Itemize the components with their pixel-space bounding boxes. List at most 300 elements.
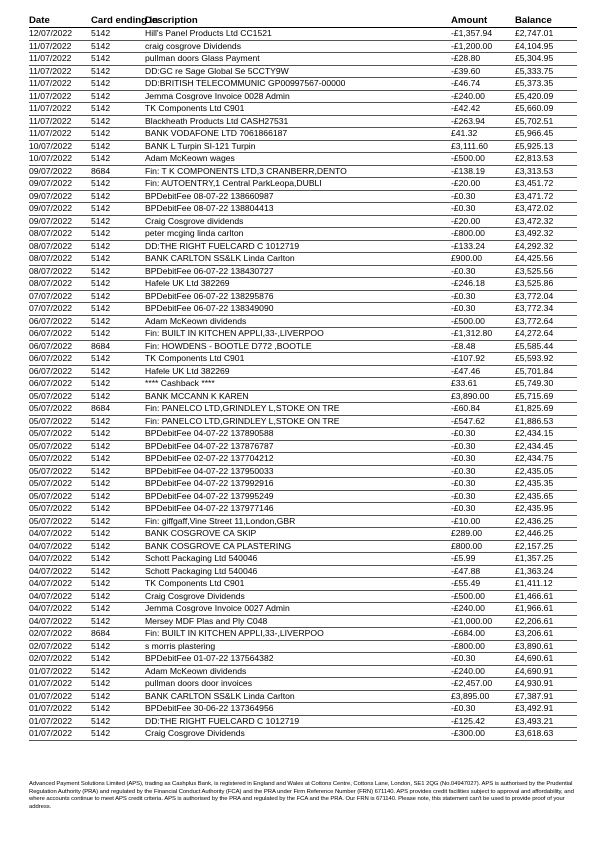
cell-card: 5142 <box>91 278 145 291</box>
cell-balance: £3,525.86 <box>515 278 577 291</box>
cell-amount: £900.00 <box>451 253 515 266</box>
cell-description: BPDebitFee 04-07-22 137890588 <box>145 428 451 441</box>
cell-description: BANK VODAFONE LTD 7061866187 <box>145 128 451 141</box>
table-row <box>29 678 577 691</box>
cell-balance: £2,435.65 <box>515 490 577 503</box>
cell-amount: -£547.62 <box>451 415 515 428</box>
cell-date: 01/07/2022 <box>29 728 91 741</box>
cell-description: TK Components Ltd C901 <box>145 353 451 366</box>
cell-date: 06/07/2022 <box>29 365 91 378</box>
cell-card: 5142 <box>91 728 145 741</box>
table-row <box>29 128 577 141</box>
cell-date: 05/07/2022 <box>29 478 91 491</box>
table-row <box>29 78 577 91</box>
cell-amount: £3,895.00 <box>451 690 515 703</box>
cell-amount: -£47.88 <box>451 565 515 578</box>
cell-amount: -£46.74 <box>451 78 515 91</box>
cell-amount: -£500.00 <box>451 153 515 166</box>
cell-date: 04/07/2022 <box>29 615 91 628</box>
header-card: Card ending in <box>91 15 159 26</box>
table-row <box>29 315 577 328</box>
cell-balance: £3,618.63 <box>515 728 577 741</box>
cell-card: 5142 <box>91 453 145 466</box>
cell-description: Hafele UK Ltd 382269 <box>145 278 451 291</box>
table-row <box>29 40 577 53</box>
cell-balance: £4,104.95 <box>515 40 577 53</box>
table-row <box>29 640 577 653</box>
cell-card: 5142 <box>91 653 145 666</box>
cell-date: 04/07/2022 <box>29 528 91 541</box>
cell-description: Fin: BUILT IN KITCHEN APPLI,33-,LIVERPOO <box>145 328 451 341</box>
cell-description: Schott Packaging Ltd 540046 <box>145 565 451 578</box>
cell-balance: £4,292.32 <box>515 240 577 253</box>
cell-date: 08/07/2022 <box>29 240 91 253</box>
table-row <box>29 553 577 566</box>
cell-amount: -£10.00 <box>451 515 515 528</box>
cell-description: pullman doors Glass Payment <box>145 53 451 66</box>
cell-date: 05/07/2022 <box>29 453 91 466</box>
cell-card: 5142 <box>91 428 145 441</box>
table-row <box>29 353 577 366</box>
cell-balance: £5,702.51 <box>515 115 577 128</box>
cell-card: 5142 <box>91 303 145 316</box>
table-row <box>29 115 577 128</box>
cell-amount: -£55.49 <box>451 578 515 591</box>
cell-card: 5142 <box>91 578 145 591</box>
cell-description: BANK COSGROVE CA SKIP <box>145 528 451 541</box>
cell-balance: £5,373.35 <box>515 78 577 91</box>
cell-date: 05/07/2022 <box>29 415 91 428</box>
cell-balance: £5,660.09 <box>515 103 577 116</box>
cell-card: 8684 <box>91 340 145 353</box>
cell-date: 04/07/2022 <box>29 603 91 616</box>
cell-amount: -£125.42 <box>451 715 515 728</box>
cell-description: Craig Cosgrove dividends <box>145 215 451 228</box>
cell-balance: £5,333.75 <box>515 65 577 78</box>
cell-amount: -£20.00 <box>451 178 515 191</box>
cell-date: 04/07/2022 <box>29 553 91 566</box>
cell-amount: -£107.92 <box>451 353 515 366</box>
cell-balance: £2,206.61 <box>515 615 577 628</box>
cell-amount: -£0.30 <box>451 190 515 203</box>
cell-date: 11/07/2022 <box>29 78 91 91</box>
cell-description: BPDebitFee 30-06-22 137364956 <box>145 703 451 716</box>
cell-amount: -£240.00 <box>451 90 515 103</box>
cell-balance: £3,472.32 <box>515 215 577 228</box>
cell-card: 5142 <box>91 40 145 53</box>
cell-amount: -£263.94 <box>451 115 515 128</box>
cell-balance: £2,813.53 <box>515 153 577 166</box>
cell-date: 05/07/2022 <box>29 440 91 453</box>
table-row <box>29 578 577 591</box>
cell-balance: £2,435.35 <box>515 478 577 491</box>
cell-balance: £3,890.61 <box>515 640 577 653</box>
cell-balance: £4,425.56 <box>515 253 577 266</box>
cell-date: 06/07/2022 <box>29 328 91 341</box>
cell-card: 5142 <box>91 103 145 116</box>
cell-description: Hill's Panel Products Ltd CC1521 <box>145 28 451 41</box>
table-row <box>29 165 577 178</box>
cell-description: BPDebitFee 01-07-22 137564382 <box>145 653 451 666</box>
cell-amount: -£8.48 <box>451 340 515 353</box>
cell-balance: £1,357.25 <box>515 553 577 566</box>
cell-date: 11/07/2022 <box>29 103 91 116</box>
cell-amount: -£0.30 <box>451 303 515 316</box>
table-row <box>29 228 577 241</box>
table-row <box>29 90 577 103</box>
cell-balance: £4,690.91 <box>515 665 577 678</box>
cell-amount: -£1,357.94 <box>451 28 515 41</box>
cell-description: BPDebitFee 06-07-22 138430727 <box>145 265 451 278</box>
cell-balance: £4,272.64 <box>515 328 577 341</box>
cell-description: peter mcging linda carlton <box>145 228 451 241</box>
cell-date: 01/07/2022 <box>29 678 91 691</box>
cell-card: 5142 <box>91 640 145 653</box>
cell-balance: £3,772.34 <box>515 303 577 316</box>
cell-amount: -£1,312.80 <box>451 328 515 341</box>
cell-description: BPDebitFee 04-07-22 137876787 <box>145 440 451 453</box>
cell-date: 11/07/2022 <box>29 90 91 103</box>
cell-description: Adam McKeown dividends <box>145 315 451 328</box>
cell-description: Fin: T K COMPONENTS LTD,3 CRANBERR,DENTO <box>145 165 451 178</box>
table-row <box>29 715 577 728</box>
cell-date: 07/07/2022 <box>29 290 91 303</box>
cell-amount: -£47.46 <box>451 365 515 378</box>
cell-balance: £3,492.32 <box>515 228 577 241</box>
table-row <box>29 103 577 116</box>
cell-amount: -£1,000.00 <box>451 615 515 628</box>
table-row <box>29 65 577 78</box>
cell-date: 04/07/2022 <box>29 540 91 553</box>
table-row <box>29 390 577 403</box>
cell-date: 09/07/2022 <box>29 165 91 178</box>
cell-amount: -£246.18 <box>451 278 515 291</box>
cell-description: BPDebitFee 04-07-22 137950033 <box>145 465 451 478</box>
cell-card: 5142 <box>91 78 145 91</box>
cell-description: pullman doors door invoices <box>145 678 451 691</box>
cell-card: 5142 <box>91 603 145 616</box>
cell-amount: -£0.30 <box>451 465 515 478</box>
cell-amount: -£0.30 <box>451 265 515 278</box>
table-row <box>29 278 577 291</box>
cell-description: Fin: giffgaff,Vine Street 11,London,GBR <box>145 515 451 528</box>
cell-date: 11/07/2022 <box>29 53 91 66</box>
cell-balance: £5,715.69 <box>515 390 577 403</box>
cell-card: 5142 <box>91 53 145 66</box>
legal-footer: Advanced Payment Solutions Limited (APS), trading as Cashplus Bank, is registered in England and Wales at Cottons Centre, Cottons Lane, London, SE1 2QG (No.04947027). APS is authorised by the Prudential Regulation Authority (PRA) and regulated by the Financial Conduct Authority (FCA) and the PRA under Firm Reference Number (FRN) 671140. APS provides credit facilities subject to approval and affordability, and where accounts continue to meet APS credit criteria. APS is authorised by the PRA and regulated by the FCA and the PRA. Our FRN is 671140. Please note, this statement can't be used to provide proof of your address. <box>29 781 574 810</box>
cell-date: 01/07/2022 <box>29 715 91 728</box>
table-row <box>29 190 577 203</box>
cell-amount: -£0.30 <box>451 203 515 216</box>
cell-balance: £4,690.61 <box>515 653 577 666</box>
cell-amount: £289.00 <box>451 528 515 541</box>
cell-amount: -£0.30 <box>451 490 515 503</box>
cell-date: 05/07/2022 <box>29 465 91 478</box>
cell-date: 02/07/2022 <box>29 653 91 666</box>
cell-card: 5142 <box>91 528 145 541</box>
cell-description: Adam McKeown dividends <box>145 665 451 678</box>
cell-balance: £1,411.12 <box>515 578 577 591</box>
cell-balance: £3,772.64 <box>515 315 577 328</box>
cell-amount: -£60.84 <box>451 403 515 416</box>
cell-balance: £5,304.95 <box>515 53 577 66</box>
cell-balance: £3,451.72 <box>515 178 577 191</box>
cell-description: craig cosgrove Dividends <box>145 40 451 53</box>
cell-description: BANK L Turpin SI-121 Turpin <box>145 140 451 153</box>
cell-card: 5142 <box>91 590 145 603</box>
cell-card: 5142 <box>91 153 145 166</box>
cell-card: 5142 <box>91 28 145 41</box>
cell-description: BPDebitFee 06-07-22 138295876 <box>145 290 451 303</box>
table-row <box>29 603 577 616</box>
cell-card: 5142 <box>91 490 145 503</box>
cell-date: 06/07/2022 <box>29 315 91 328</box>
cell-card: 5142 <box>91 390 145 403</box>
cell-date: 09/07/2022 <box>29 178 91 191</box>
cell-balance: £3,493.21 <box>515 715 577 728</box>
cell-date: 01/07/2022 <box>29 690 91 703</box>
table-row <box>29 653 577 666</box>
cell-description: BANK CARLTON SS&LK Linda Carlton <box>145 253 451 266</box>
cell-description: DD:THE RIGHT FUELCARD C 1012719 <box>145 715 451 728</box>
table-row <box>29 28 577 41</box>
cell-date: 04/07/2022 <box>29 590 91 603</box>
cell-card: 5142 <box>91 703 145 716</box>
cell-card: 5142 <box>91 665 145 678</box>
cell-date: 11/07/2022 <box>29 115 91 128</box>
cell-date: 09/07/2022 <box>29 215 91 228</box>
cell-date: 09/07/2022 <box>29 203 91 216</box>
table-row <box>29 140 577 153</box>
cell-date: 06/07/2022 <box>29 340 91 353</box>
cell-description: BPDebitFee 04-07-22 137977146 <box>145 503 451 516</box>
cell-balance: £2,434.45 <box>515 440 577 453</box>
cell-amount: £41.32 <box>451 128 515 141</box>
cell-description: DD:GC re Sage Global Se 5CCTY9W <box>145 65 451 78</box>
table-row <box>29 328 577 341</box>
cell-balance: £1,886.53 <box>515 415 577 428</box>
cell-description: TK Components Ltd C901 <box>145 578 451 591</box>
cell-card: 5142 <box>91 253 145 266</box>
table-header <box>29 14 577 28</box>
cell-card: 5142 <box>91 678 145 691</box>
cell-balance: £2,157.25 <box>515 540 577 553</box>
header-date: Date <box>29 14 91 28</box>
table-row <box>29 253 577 266</box>
transactions-table <box>29 14 577 741</box>
table-row <box>29 428 577 441</box>
cell-amount: -£0.30 <box>451 703 515 716</box>
cell-amount: -£0.30 <box>451 440 515 453</box>
cell-amount: -£0.30 <box>451 453 515 466</box>
table-row <box>29 378 577 391</box>
cell-description: Mersey MDF Plas and Ply C048 <box>145 615 451 628</box>
cell-amount: -£800.00 <box>451 228 515 241</box>
cell-card: 5142 <box>91 378 145 391</box>
cell-card: 5142 <box>91 353 145 366</box>
cell-date: 06/07/2022 <box>29 378 91 391</box>
cell-card: 5142 <box>91 90 145 103</box>
cell-amount: -£5.99 <box>451 553 515 566</box>
cell-card: 5142 <box>91 328 145 341</box>
cell-amount: -£2,457.00 <box>451 678 515 691</box>
table-row <box>29 528 577 541</box>
cell-amount: £3,890.00 <box>451 390 515 403</box>
cell-card: 5142 <box>91 515 145 528</box>
cell-description: DD:THE RIGHT FUELCARD C 1012719 <box>145 240 451 253</box>
cell-balance: £3,772.04 <box>515 290 577 303</box>
cell-date: 02/07/2022 <box>29 640 91 653</box>
cell-card: 5142 <box>91 365 145 378</box>
cell-description: BPDebitFee 04-07-22 137992916 <box>145 478 451 491</box>
cell-amount: -£42.42 <box>451 103 515 116</box>
table-row <box>29 303 577 316</box>
header-balance: Balance <box>515 14 577 28</box>
cell-date: 12/07/2022 <box>29 28 91 41</box>
cell-card: 5142 <box>91 140 145 153</box>
header-description: Description <box>145 14 451 28</box>
cell-amount: -£0.30 <box>451 290 515 303</box>
cell-card: 5142 <box>91 65 145 78</box>
cell-card: 5142 <box>91 240 145 253</box>
cell-amount: -£0.30 <box>451 478 515 491</box>
cell-date: 11/07/2022 <box>29 65 91 78</box>
cell-description: Fin: PANELCO LTD,GRINDLEY L,STOKE ON TRE <box>145 415 451 428</box>
cell-card: 8684 <box>91 628 145 641</box>
cell-balance: £3,525.56 <box>515 265 577 278</box>
table-row <box>29 615 577 628</box>
cell-description: DD:BRITISH TELECOMMUNIC GP00997567-00000 <box>145 78 451 91</box>
cell-balance: £1,966.61 <box>515 603 577 616</box>
cell-description: Fin: PANELCO LTD,GRINDLEY L,STOKE ON TRE <box>145 403 451 416</box>
cell-amount: -£500.00 <box>451 590 515 603</box>
cell-amount: -£20.00 <box>451 215 515 228</box>
cell-description: BPDebitFee 08-07-22 138660987 <box>145 190 451 203</box>
table-row <box>29 440 577 453</box>
cell-description: s morris plastering <box>145 640 451 653</box>
cell-amount: -£300.00 <box>451 728 515 741</box>
cell-card: 5142 <box>91 690 145 703</box>
cell-balance: £5,585.44 <box>515 340 577 353</box>
cell-description: Craig Cosgrove Dividends <box>145 728 451 741</box>
cell-date: 01/07/2022 <box>29 703 91 716</box>
cell-date: 05/07/2022 <box>29 403 91 416</box>
table-row <box>29 240 577 253</box>
cell-card: 5142 <box>91 465 145 478</box>
cell-balance: £2,434.15 <box>515 428 577 441</box>
table-row <box>29 265 577 278</box>
cell-date: 11/07/2022 <box>29 40 91 53</box>
cell-card: 5142 <box>91 178 145 191</box>
cell-date: 10/07/2022 <box>29 140 91 153</box>
table-row <box>29 215 577 228</box>
cell-card: 5142 <box>91 190 145 203</box>
cell-description: Jemma Cosgrove Invoice 0027 Admin <box>145 603 451 616</box>
cell-date: 05/07/2022 <box>29 503 91 516</box>
cell-amount: -£0.30 <box>451 428 515 441</box>
table-row <box>29 628 577 641</box>
cell-balance: £1,466.61 <box>515 590 577 603</box>
cell-balance: £5,593.92 <box>515 353 577 366</box>
cell-date: 09/07/2022 <box>29 190 91 203</box>
cell-card: 5142 <box>91 615 145 628</box>
cell-amount: £800.00 <box>451 540 515 553</box>
header-amount: Amount <box>451 14 515 28</box>
cell-date: 08/07/2022 <box>29 265 91 278</box>
cell-card: 5142 <box>91 115 145 128</box>
cell-amount: -£500.00 <box>451 315 515 328</box>
cell-balance: £3,313.53 <box>515 165 577 178</box>
cell-amount: -£0.30 <box>451 503 515 516</box>
cell-balance: £5,420.09 <box>515 90 577 103</box>
cell-description: BPDebitFee 04-07-22 137995249 <box>145 490 451 503</box>
table-row <box>29 365 577 378</box>
cell-date: 07/07/2022 <box>29 303 91 316</box>
cell-amount: £3,111.60 <box>451 140 515 153</box>
table-row <box>29 703 577 716</box>
cell-date: 10/07/2022 <box>29 153 91 166</box>
table-row <box>29 453 577 466</box>
cell-card: 5142 <box>91 290 145 303</box>
cell-date: 05/07/2022 <box>29 515 91 528</box>
cell-balance: £7,387.91 <box>515 690 577 703</box>
table-row <box>29 690 577 703</box>
cell-amount: -£800.00 <box>451 640 515 653</box>
cell-description: Fin: AUTOENTRY,1 Central ParkLeopa,DUBLI <box>145 178 451 191</box>
cell-balance: £2,446.25 <box>515 528 577 541</box>
cell-description: Craig Cosgrove Dividends <box>145 590 451 603</box>
cell-balance: £5,701.84 <box>515 365 577 378</box>
cell-card: 5142 <box>91 215 145 228</box>
cell-card: 5142 <box>91 440 145 453</box>
cell-balance: £3,472.02 <box>515 203 577 216</box>
cell-balance: £1,825.69 <box>515 403 577 416</box>
table-row <box>29 465 577 478</box>
cell-date: 01/07/2022 <box>29 665 91 678</box>
cell-amount: £33.61 <box>451 378 515 391</box>
table-row <box>29 503 577 516</box>
table-row <box>29 665 577 678</box>
cell-balance: £3,471.72 <box>515 190 577 203</box>
cell-card: 5142 <box>91 415 145 428</box>
cell-balance: £2,434.75 <box>515 453 577 466</box>
cell-card: 5142 <box>91 715 145 728</box>
cell-card: 5142 <box>91 553 145 566</box>
cell-card: 8684 <box>91 403 145 416</box>
table-row <box>29 478 577 491</box>
cell-card: 8684 <box>91 165 145 178</box>
cell-date: 06/07/2022 <box>29 353 91 366</box>
table-row <box>29 515 577 528</box>
table-body <box>29 28 577 741</box>
cell-balance: £4,930.91 <box>515 678 577 691</box>
table-row <box>29 590 577 603</box>
cell-balance: £2,436.25 <box>515 515 577 528</box>
cell-amount: -£0.30 <box>451 653 515 666</box>
cell-card: 5142 <box>91 203 145 216</box>
cell-description: Hafele UK Ltd 382269 <box>145 365 451 378</box>
cell-balance: £1,363.24 <box>515 565 577 578</box>
table-row <box>29 540 577 553</box>
cell-amount: -£133.24 <box>451 240 515 253</box>
cell-balance: £2,435.95 <box>515 503 577 516</box>
table-row <box>29 290 577 303</box>
table-row <box>29 490 577 503</box>
cell-amount: -£1,200.00 <box>451 40 515 53</box>
cell-description: TK Components Ltd C901 <box>145 103 451 116</box>
cell-balance: £5,966.45 <box>515 128 577 141</box>
cell-card: 5142 <box>91 540 145 553</box>
